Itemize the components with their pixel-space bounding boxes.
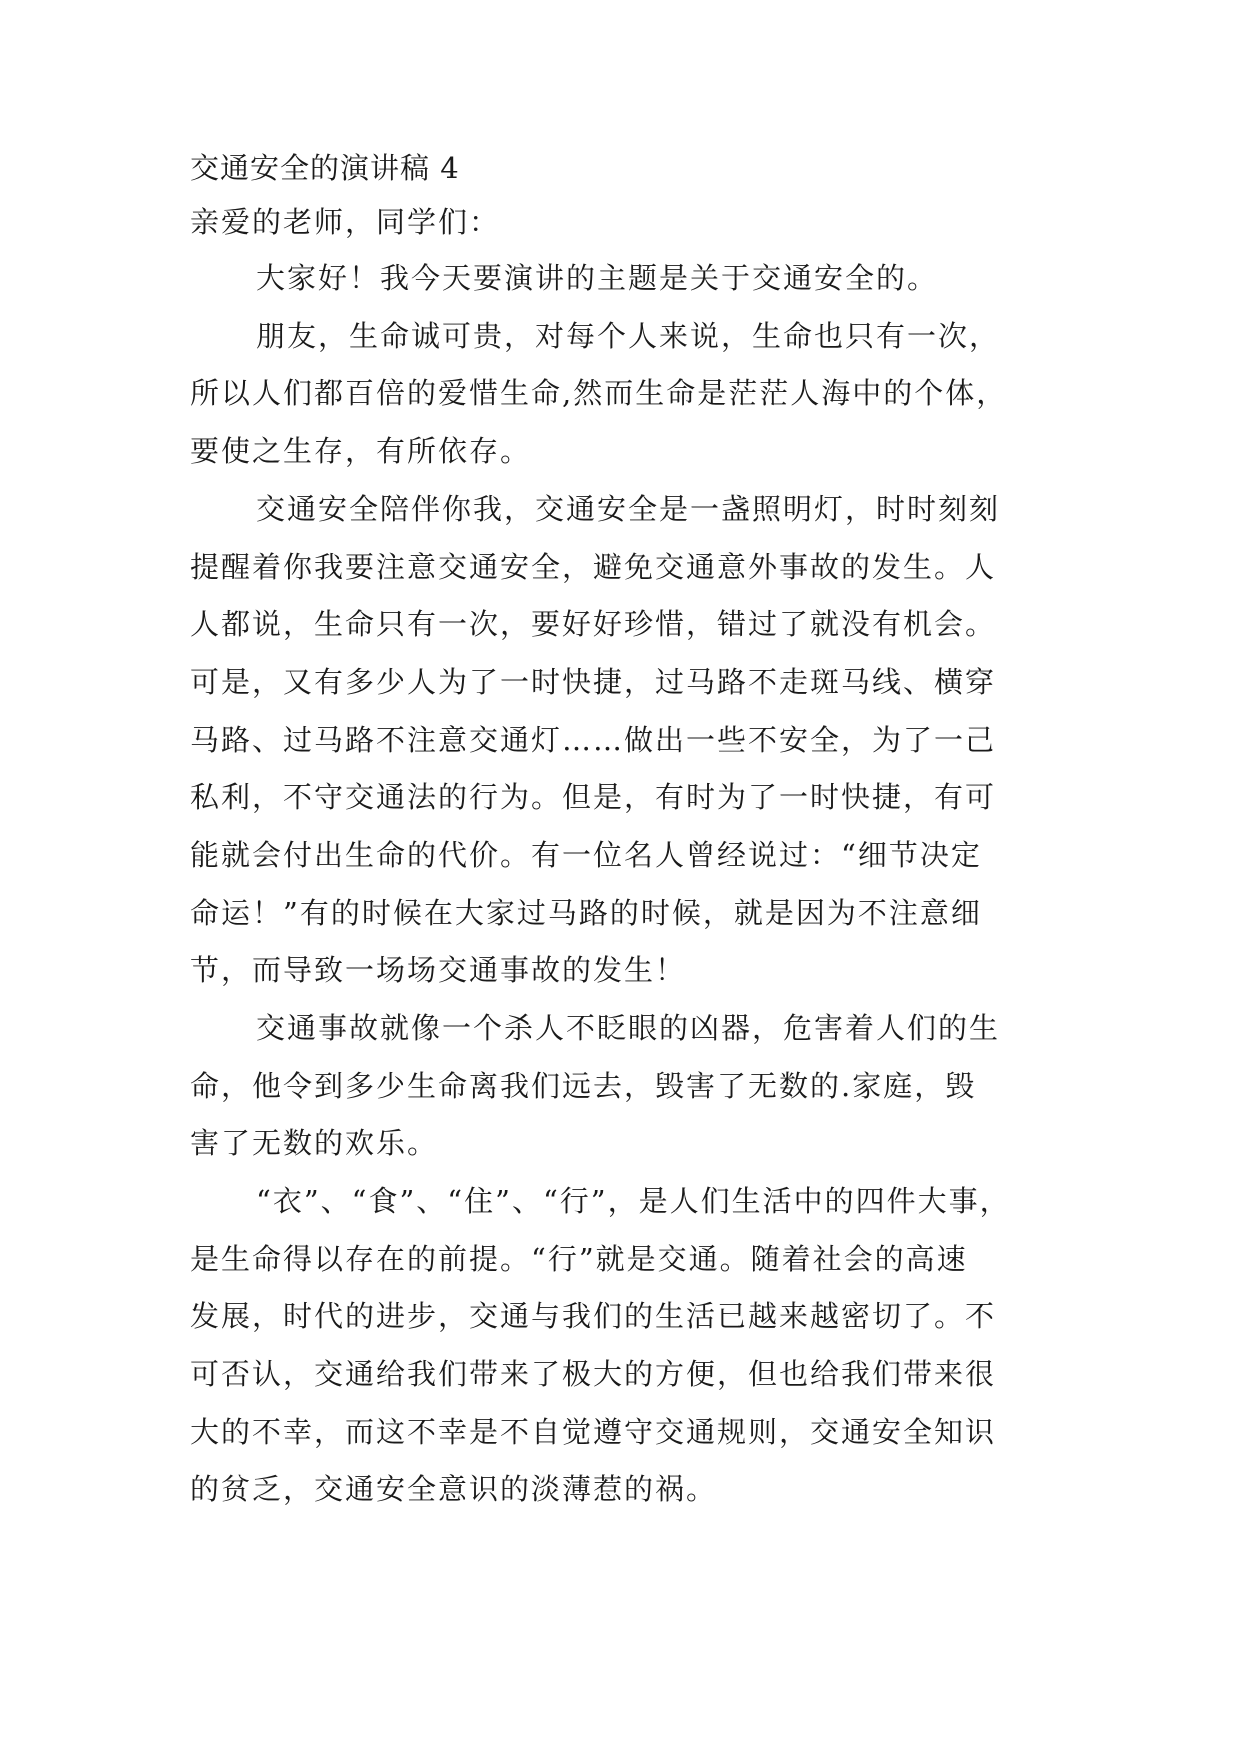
paragraph-line: 命运！”有的时候在大家过马路的时候，就是因为不注意细	[190, 896, 982, 930]
paragraph-line: 可是，又有多少人为了一时快捷，过马路不走斑马线、横穿	[190, 665, 997, 699]
paragraph-line: 交通事故就像一个杀人不眨眼的凶器，危害着人们的生	[256, 1011, 1001, 1045]
paragraph-line: 大的不幸，而这不幸是不自觉遵守交通规则，交通安全知识	[190, 1415, 997, 1449]
paragraph-line: 是生命得以存在的前提。“行”就是交通。随着社会的高速	[190, 1242, 968, 1276]
paragraph-line: 可否认，交通给我们带来了极大的方便，但也给我们带来很	[190, 1357, 997, 1391]
salutation: 亲爱的老师，同学们：	[190, 205, 501, 239]
paragraph-line: 节，而导致一场场交通事故的发生！	[190, 953, 687, 987]
paragraph-line: “衣”、“食”、“住”、“行”，是人们生活中的四件大事，	[256, 1184, 1011, 1218]
paragraph-line: 朋友，生命诚可贵，对每个人来说，生命也只有一次，	[256, 319, 1001, 353]
paragraph-line: 大家好！我今天要演讲的主题是关于交通安全的。	[256, 261, 939, 295]
paragraph-line: 所以人们都百倍的爱惜生命,然而生命是茫茫人海中的个体，	[190, 376, 1008, 410]
paragraph-line: 要使之生存，有所依存。	[190, 434, 532, 468]
paragraph-line: 马路、过马路不注意交通灯……做出一些不安全，为了一己	[190, 723, 997, 757]
document-title: 交通安全的演讲稿 4	[190, 151, 460, 185]
paragraph-line: 害了无数的欢乐。	[190, 1126, 439, 1160]
paragraph-line: 的贫乏，交通安全意识的淡薄惹的祸。	[190, 1472, 718, 1506]
paragraph-line: 交通安全陪伴你我，交通安全是一盏照明灯，时时刻刻	[256, 492, 1001, 526]
paragraph-line: 能就会付出生命的代价。有一位名人曾经说过：“细节决定	[190, 838, 982, 872]
paragraph-line: 命，他令到多少生命离我们远去，毁害了无数的.家庭，毁	[190, 1069, 977, 1103]
paragraph-line: 私利，不守交通法的行为。但是，有时为了一时快捷，有可	[190, 780, 997, 814]
paragraph-line: 提醒着你我要注意交通安全，避免交通意外事故的发生。人	[190, 550, 997, 584]
paragraph-line: 发展，时代的进步，交通与我们的生活已越来越密切了。不	[190, 1299, 997, 1333]
paragraph-line: 人都说，生命只有一次，要好好珍惜，错过了就没有机会。	[190, 607, 997, 641]
